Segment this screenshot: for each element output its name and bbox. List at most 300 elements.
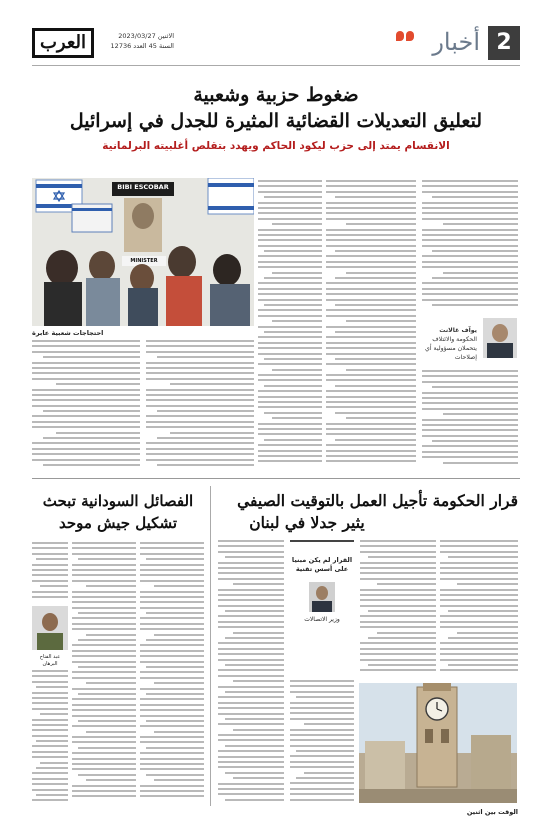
text-line — [32, 745, 68, 747]
text-line — [56, 383, 140, 385]
text-line — [233, 680, 284, 682]
text-line — [360, 562, 436, 564]
text-line — [32, 789, 68, 791]
text-line — [140, 617, 204, 619]
text-line — [264, 358, 322, 360]
text-line — [326, 229, 416, 231]
story2-quote-2: وزير الاتصالات — [304, 616, 340, 623]
text-line — [258, 191, 322, 193]
text-line — [140, 752, 204, 754]
text-line — [422, 419, 518, 421]
text-line — [86, 779, 136, 781]
text-line — [72, 785, 136, 787]
text-line — [360, 567, 436, 569]
text-line — [258, 299, 322, 301]
text-line — [32, 378, 140, 380]
text-line — [72, 617, 136, 619]
text-line — [360, 599, 436, 601]
text-line — [140, 547, 204, 549]
lead-kicker: ضغوط حزبية وشعبية — [193, 84, 359, 106]
text-line — [78, 720, 136, 722]
text-line — [290, 707, 354, 709]
text-line — [225, 691, 284, 693]
text-line — [258, 347, 322, 349]
lead-photo-caption: احتجاجات شعبية عابرة — [32, 329, 104, 337]
text-line — [146, 405, 254, 407]
text-line — [146, 612, 204, 614]
text-line — [440, 589, 518, 591]
text-line — [422, 207, 518, 209]
text-line — [140, 591, 204, 593]
text-line — [32, 399, 140, 401]
text-line — [432, 386, 518, 388]
text-line — [422, 424, 518, 426]
text-line — [225, 664, 284, 666]
text-line — [154, 634, 204, 636]
text-line — [346, 417, 416, 419]
text-line — [440, 669, 518, 671]
text-line — [326, 374, 416, 376]
text-line — [432, 304, 518, 306]
text-line — [258, 379, 322, 381]
lead-column-2 — [326, 180, 416, 470]
text-line — [146, 351, 254, 353]
text-line — [290, 739, 354, 741]
text-line — [72, 715, 136, 717]
text-line — [258, 293, 322, 295]
text-line — [32, 756, 68, 758]
text-line — [258, 401, 322, 403]
text-line — [346, 320, 416, 322]
text-line — [32, 426, 140, 428]
text-line — [140, 741, 204, 743]
text-line — [335, 439, 416, 441]
text-line — [440, 567, 518, 569]
text-line — [422, 429, 518, 431]
text-line — [360, 578, 436, 580]
story-divider — [210, 486, 211, 806]
text-line — [218, 626, 284, 628]
text-line — [258, 374, 322, 376]
text-line — [346, 223, 416, 225]
author-role: الحكومة والائتلاف يتحملان مسؤولية أي إصلاحات — [425, 336, 477, 361]
text-line — [264, 277, 322, 279]
text-line — [146, 720, 204, 722]
text-line — [40, 713, 68, 715]
text-line — [36, 794, 68, 796]
text-line — [326, 245, 416, 247]
text-line — [326, 423, 416, 425]
text-line — [146, 367, 254, 369]
text-line — [146, 639, 204, 641]
lead-column-1 — [422, 180, 518, 312]
text-line — [140, 623, 204, 625]
text-line — [346, 369, 416, 371]
text-line — [360, 572, 436, 574]
text-line — [368, 556, 436, 558]
text-line — [146, 399, 254, 401]
text-line — [422, 392, 518, 394]
text-line — [32, 799, 68, 801]
text-line — [86, 682, 136, 684]
text-line — [140, 564, 204, 566]
text-line — [422, 245, 518, 247]
text-line — [32, 681, 68, 683]
text-line — [36, 767, 68, 769]
text-line — [32, 351, 140, 353]
text-line — [290, 718, 354, 720]
text-line — [290, 729, 354, 731]
text-line — [440, 578, 518, 580]
text-line — [32, 724, 68, 726]
text-line — [258, 282, 322, 284]
text-line — [32, 702, 68, 704]
text-line — [218, 594, 284, 596]
text-line — [443, 462, 518, 464]
text-line — [32, 362, 140, 364]
text-line — [140, 650, 204, 652]
text-line — [157, 356, 254, 358]
text-line — [32, 389, 140, 391]
text-line — [140, 671, 204, 673]
text-line — [258, 266, 322, 268]
text-line — [360, 545, 436, 547]
text-line — [72, 569, 136, 571]
text-line — [78, 666, 136, 668]
text-line — [56, 432, 140, 434]
text-line — [218, 659, 284, 661]
text-line — [368, 664, 436, 666]
text-line — [360, 540, 436, 542]
text-line — [422, 185, 518, 187]
text-line — [146, 747, 204, 749]
story3-author-caption: عبد الفتاح البرهان — [39, 654, 61, 666]
text-line — [258, 202, 322, 204]
text-line — [440, 615, 518, 617]
text-line — [225, 610, 284, 612]
text-line — [72, 790, 136, 792]
text-line — [218, 605, 284, 607]
text-line — [140, 758, 204, 760]
text-line — [32, 574, 68, 576]
text-line — [290, 793, 354, 795]
text-line — [140, 644, 204, 646]
text-line — [272, 223, 322, 225]
text-line — [32, 453, 140, 455]
text-line — [32, 372, 140, 374]
text-line — [218, 648, 284, 650]
text-line — [326, 342, 416, 344]
text-line — [335, 196, 416, 198]
text-line — [154, 585, 204, 587]
text-line — [326, 266, 416, 268]
text-line — [326, 234, 416, 236]
text-line — [32, 735, 68, 737]
text-line — [170, 383, 254, 385]
text-line — [218, 696, 284, 698]
text-line — [218, 766, 284, 768]
text-line — [72, 542, 136, 544]
text-line — [258, 406, 322, 408]
text-line — [43, 464, 140, 466]
text-line — [218, 723, 284, 725]
text-line — [422, 191, 518, 193]
text-line — [326, 450, 416, 452]
page-header — [32, 22, 520, 66]
text-line — [264, 412, 322, 414]
text-line — [326, 218, 416, 220]
text-line — [440, 562, 518, 564]
issue-number: السنة 45 العدد 12736 — [110, 42, 174, 50]
text-line — [443, 272, 518, 274]
text-line — [258, 245, 322, 247]
text-line — [218, 686, 284, 688]
text-line — [335, 277, 416, 279]
text-line — [422, 261, 518, 263]
text-line — [258, 218, 322, 220]
text-line — [360, 589, 436, 591]
text-line — [258, 444, 322, 446]
text-line — [360, 621, 436, 623]
text-line — [272, 369, 322, 371]
text-line — [440, 545, 518, 547]
text-line — [360, 653, 436, 655]
text-line — [457, 583, 518, 585]
text-line — [140, 655, 204, 657]
text-line — [78, 693, 136, 695]
text-line — [326, 261, 416, 263]
text-line — [422, 282, 518, 284]
text-line — [290, 766, 354, 768]
text-line — [218, 750, 284, 752]
text-line — [36, 740, 68, 742]
text-line — [290, 799, 354, 801]
text-line — [258, 309, 322, 311]
author-text — [421, 326, 477, 362]
text-line — [72, 628, 136, 630]
text-line — [290, 755, 354, 757]
text-line — [440, 648, 518, 650]
text-line — [440, 642, 518, 644]
text-line — [140, 677, 204, 679]
text-line — [32, 697, 68, 699]
text-line — [32, 542, 68, 544]
text-line — [304, 772, 354, 774]
text-line — [422, 370, 518, 372]
text-line — [360, 648, 436, 650]
lead-author-box — [421, 318, 517, 362]
story2-quote-box — [290, 540, 354, 676]
text-line — [43, 356, 140, 358]
text-line — [432, 250, 518, 252]
text-line — [326, 180, 416, 182]
text-line — [157, 437, 254, 439]
text-line — [218, 615, 284, 617]
text-line — [72, 553, 136, 555]
text-line — [264, 196, 322, 198]
text-line — [258, 239, 322, 241]
text-line — [146, 421, 254, 423]
text-line — [326, 326, 416, 328]
text-line — [440, 621, 518, 623]
text-line — [290, 761, 354, 763]
quote-icon — [396, 26, 418, 40]
text-line — [335, 331, 416, 333]
text-line — [360, 615, 436, 617]
author-photo — [483, 318, 517, 358]
text-line — [368, 610, 436, 612]
section-label — [380, 26, 520, 60]
text-line — [140, 709, 204, 711]
text-line — [218, 739, 284, 741]
text-line — [170, 432, 254, 434]
text-line — [326, 353, 416, 355]
text-line — [72, 661, 136, 663]
photo-sign-text-1: BIBI ESCOBAR — [117, 183, 169, 191]
text-line — [326, 202, 416, 204]
text-line — [326, 460, 416, 462]
text-line — [258, 396, 322, 398]
text-line — [377, 583, 436, 585]
text-line — [422, 234, 518, 236]
text-line — [258, 212, 322, 214]
photo-sign-text-2: MINISTER — [130, 258, 158, 264]
text-line — [360, 642, 436, 644]
text-line — [140, 601, 204, 603]
text-line — [326, 347, 416, 349]
text-line — [146, 340, 254, 342]
text-line — [290, 702, 354, 704]
text-line — [326, 315, 416, 317]
text-line — [290, 685, 354, 687]
text-line — [258, 288, 322, 290]
text-line — [32, 564, 68, 566]
text-line — [422, 180, 518, 182]
text-line — [360, 551, 436, 553]
text-line — [32, 459, 140, 461]
text-line — [225, 799, 284, 801]
text-line — [422, 451, 518, 453]
text-line — [422, 266, 518, 268]
text-line — [360, 605, 436, 607]
lead-headline: لتعليق التعديلات القضائية المثيرة للجدل في إسرائيل — [69, 110, 483, 132]
text-line — [335, 250, 416, 252]
text-line — [264, 304, 322, 306]
text-line — [258, 390, 322, 392]
text-line — [146, 448, 254, 450]
text-line — [140, 698, 204, 700]
newspaper-logo: العرب — [32, 28, 94, 58]
text-line — [258, 234, 322, 236]
text-line — [258, 326, 322, 328]
text-line — [440, 659, 518, 661]
text-line — [218, 551, 284, 553]
text-line — [422, 299, 518, 301]
text-line — [140, 790, 204, 792]
text-line — [140, 661, 204, 663]
lead-photo — [32, 178, 254, 326]
text-line — [360, 626, 436, 628]
text-line — [72, 698, 136, 700]
text-line — [225, 772, 284, 774]
text-line — [218, 788, 284, 790]
text-line — [290, 782, 354, 784]
text-line — [290, 712, 354, 714]
text-line — [326, 299, 416, 301]
text-line — [72, 591, 136, 593]
text-line — [422, 202, 518, 204]
text-line — [32, 340, 140, 342]
story2-quote-author-photo — [309, 582, 335, 612]
text-line — [440, 551, 518, 553]
text-line — [258, 423, 322, 425]
text-line — [32, 719, 68, 721]
text-line — [296, 777, 354, 779]
text-line — [422, 445, 518, 447]
page-number: 2 — [488, 26, 520, 60]
text-line — [146, 558, 204, 560]
text-line — [72, 607, 136, 609]
text-line — [146, 693, 204, 695]
text-line — [218, 567, 284, 569]
text-line — [422, 402, 518, 404]
text-line — [146, 378, 254, 380]
text-line — [140, 715, 204, 717]
lead-column-6 — [146, 340, 254, 470]
text-line — [440, 653, 518, 655]
text-line — [72, 564, 136, 566]
story3-headline-2: تشكيل جيش موحد — [58, 514, 178, 532]
text-line — [78, 774, 136, 776]
text-line — [140, 569, 204, 571]
text-line — [422, 239, 518, 241]
text-line — [146, 426, 254, 428]
text-line — [218, 545, 284, 547]
text-line — [32, 591, 68, 593]
text-line — [218, 783, 284, 785]
text-line — [440, 599, 518, 601]
text-line — [32, 415, 140, 417]
text-line — [32, 729, 68, 731]
text-line — [32, 547, 68, 549]
text-line — [32, 751, 68, 753]
text-line — [72, 671, 136, 673]
text-line — [233, 729, 284, 731]
text-line — [304, 723, 354, 725]
text-line — [432, 440, 518, 442]
text-line — [32, 569, 68, 571]
text-line — [443, 413, 518, 415]
text-line — [258, 261, 322, 263]
text-line — [422, 456, 518, 458]
story2-photo — [359, 683, 517, 803]
text-line — [335, 358, 416, 360]
text-line — [72, 574, 136, 576]
text-line — [422, 397, 518, 399]
text-line — [146, 415, 254, 417]
story3-column-3 — [32, 542, 68, 602]
text-line — [218, 761, 284, 763]
text-line — [326, 455, 416, 457]
text-line — [258, 229, 322, 231]
text-line — [72, 763, 136, 765]
text-line — [326, 255, 416, 257]
text-line — [43, 410, 140, 412]
text-line — [326, 212, 416, 214]
text-line — [264, 250, 322, 252]
text-line — [72, 677, 136, 679]
text-line — [258, 180, 322, 182]
